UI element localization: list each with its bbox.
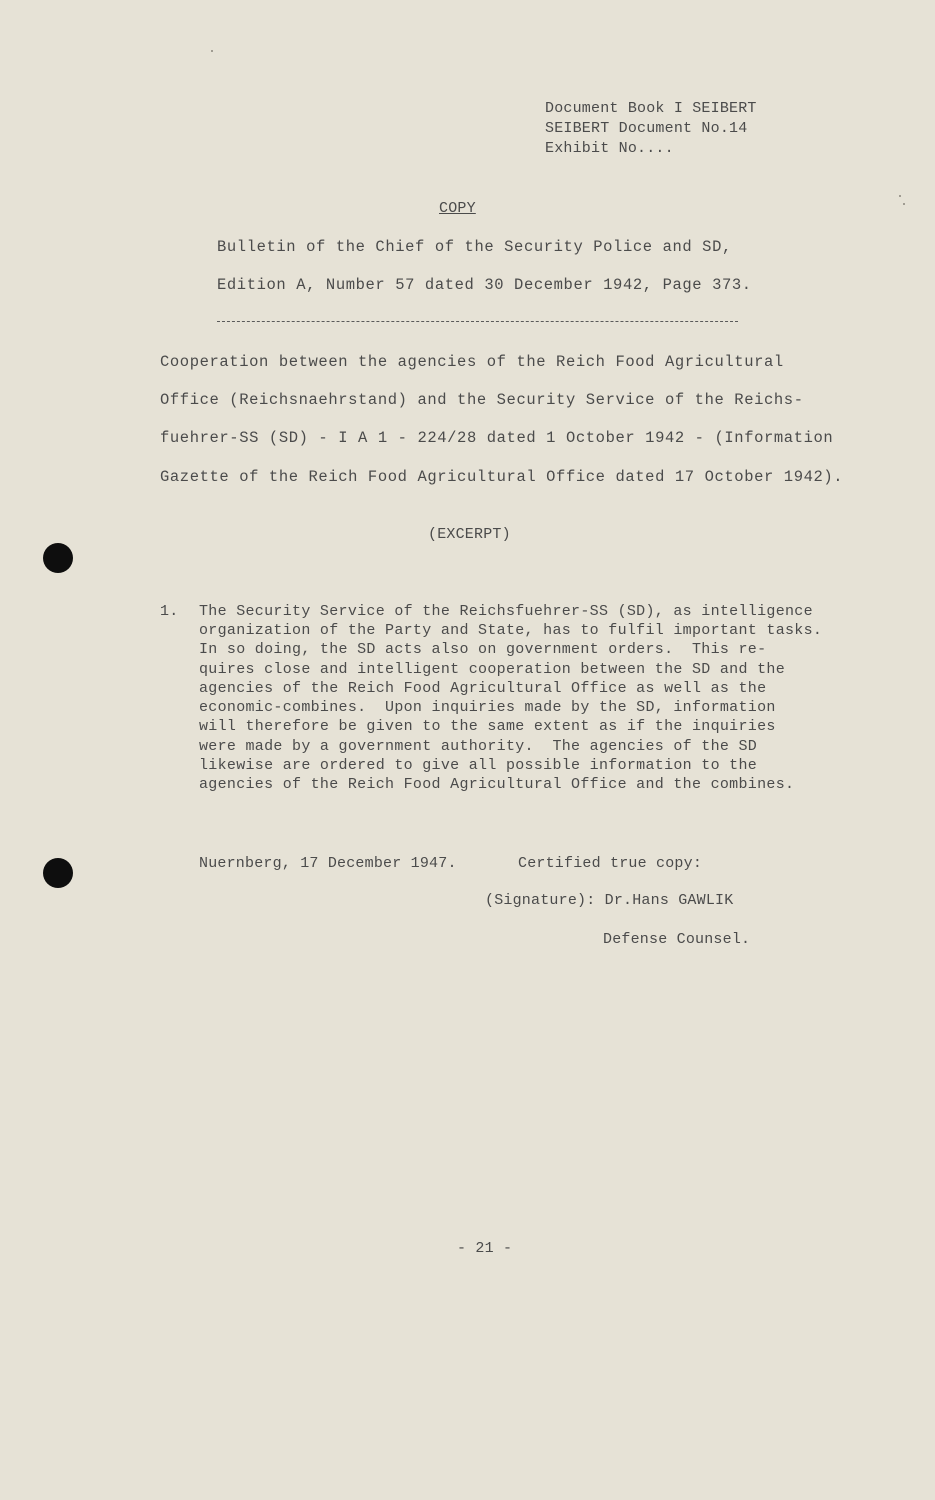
title-line-2: Office (Reichsnaehrstand) and the Security Service of the Reichs- xyxy=(160,391,804,409)
paragraph-line: were made by a government authority. The agencies of the SD xyxy=(199,738,758,755)
paper-speck xyxy=(903,203,905,205)
paragraph-line: organization of the Party and State, has to fulfil important tasks. xyxy=(199,622,823,639)
exhibit-ref: Exhibit No.... xyxy=(545,140,674,157)
paragraph-line: economic-combines. Upon inquiries made by the SD, information xyxy=(199,699,776,716)
paper-speck xyxy=(899,195,901,197)
paragraph-line: The Security Service of the Reichsfuehrer-SS (SD), as intelligence xyxy=(199,603,813,620)
document-book-ref: Document Book I SEIBERT xyxy=(545,100,757,117)
paper-speck xyxy=(211,50,213,52)
paragraph-line: quires close and intelligent cooperation between the SD and the xyxy=(199,661,785,678)
title-line-4: Gazette of the Reich Food Agricultural Office dated 17 October 1942). xyxy=(160,468,844,486)
excerpt-label: (EXCERPT) xyxy=(428,526,511,543)
paragraph-line: agencies of the Reich Food Agricultural Office as well as the xyxy=(199,680,767,697)
punch-hole-bottom xyxy=(43,858,73,888)
page-number: - 21 - xyxy=(457,1240,513,1257)
place-date: Nuernberg, 17 December 1947. xyxy=(199,855,457,872)
copy-label: COPY xyxy=(439,200,476,217)
title-line-1: Cooperation between the agencies of the Reich Food Agricultural xyxy=(160,353,784,371)
defense-counsel-title: Defense Counsel. xyxy=(603,931,751,948)
separator-line xyxy=(217,321,738,322)
paragraph-line: agencies of the Reich Food Agricultural Office and the combines. xyxy=(199,776,795,793)
paragraph-line: will therefore be given to the same extent as if the inquiries xyxy=(199,718,776,735)
source-line-2: Edition A, Number 57 dated 30 December 1942, Page 373. xyxy=(217,276,752,294)
document-number-ref: SEIBERT Document No.14 xyxy=(545,120,748,137)
punch-hole-top xyxy=(43,543,73,573)
paragraph-number: 1. xyxy=(160,603,179,620)
paragraph-line: In so doing, the SD acts also on government orders. This re- xyxy=(199,641,767,658)
source-line-1: Bulletin of the Chief of the Security Police and SD, xyxy=(217,238,732,256)
signature-line: (Signature): Dr.Hans GAWLIK xyxy=(485,892,734,909)
title-line-3: fuehrer-SS (SD) - I A 1 - 224/28 dated 1 October 1942 - (Information xyxy=(160,429,834,447)
certified-true-copy: Certified true copy: xyxy=(518,855,703,872)
paragraph-line: likewise are ordered to give all possible information to the xyxy=(199,757,758,774)
